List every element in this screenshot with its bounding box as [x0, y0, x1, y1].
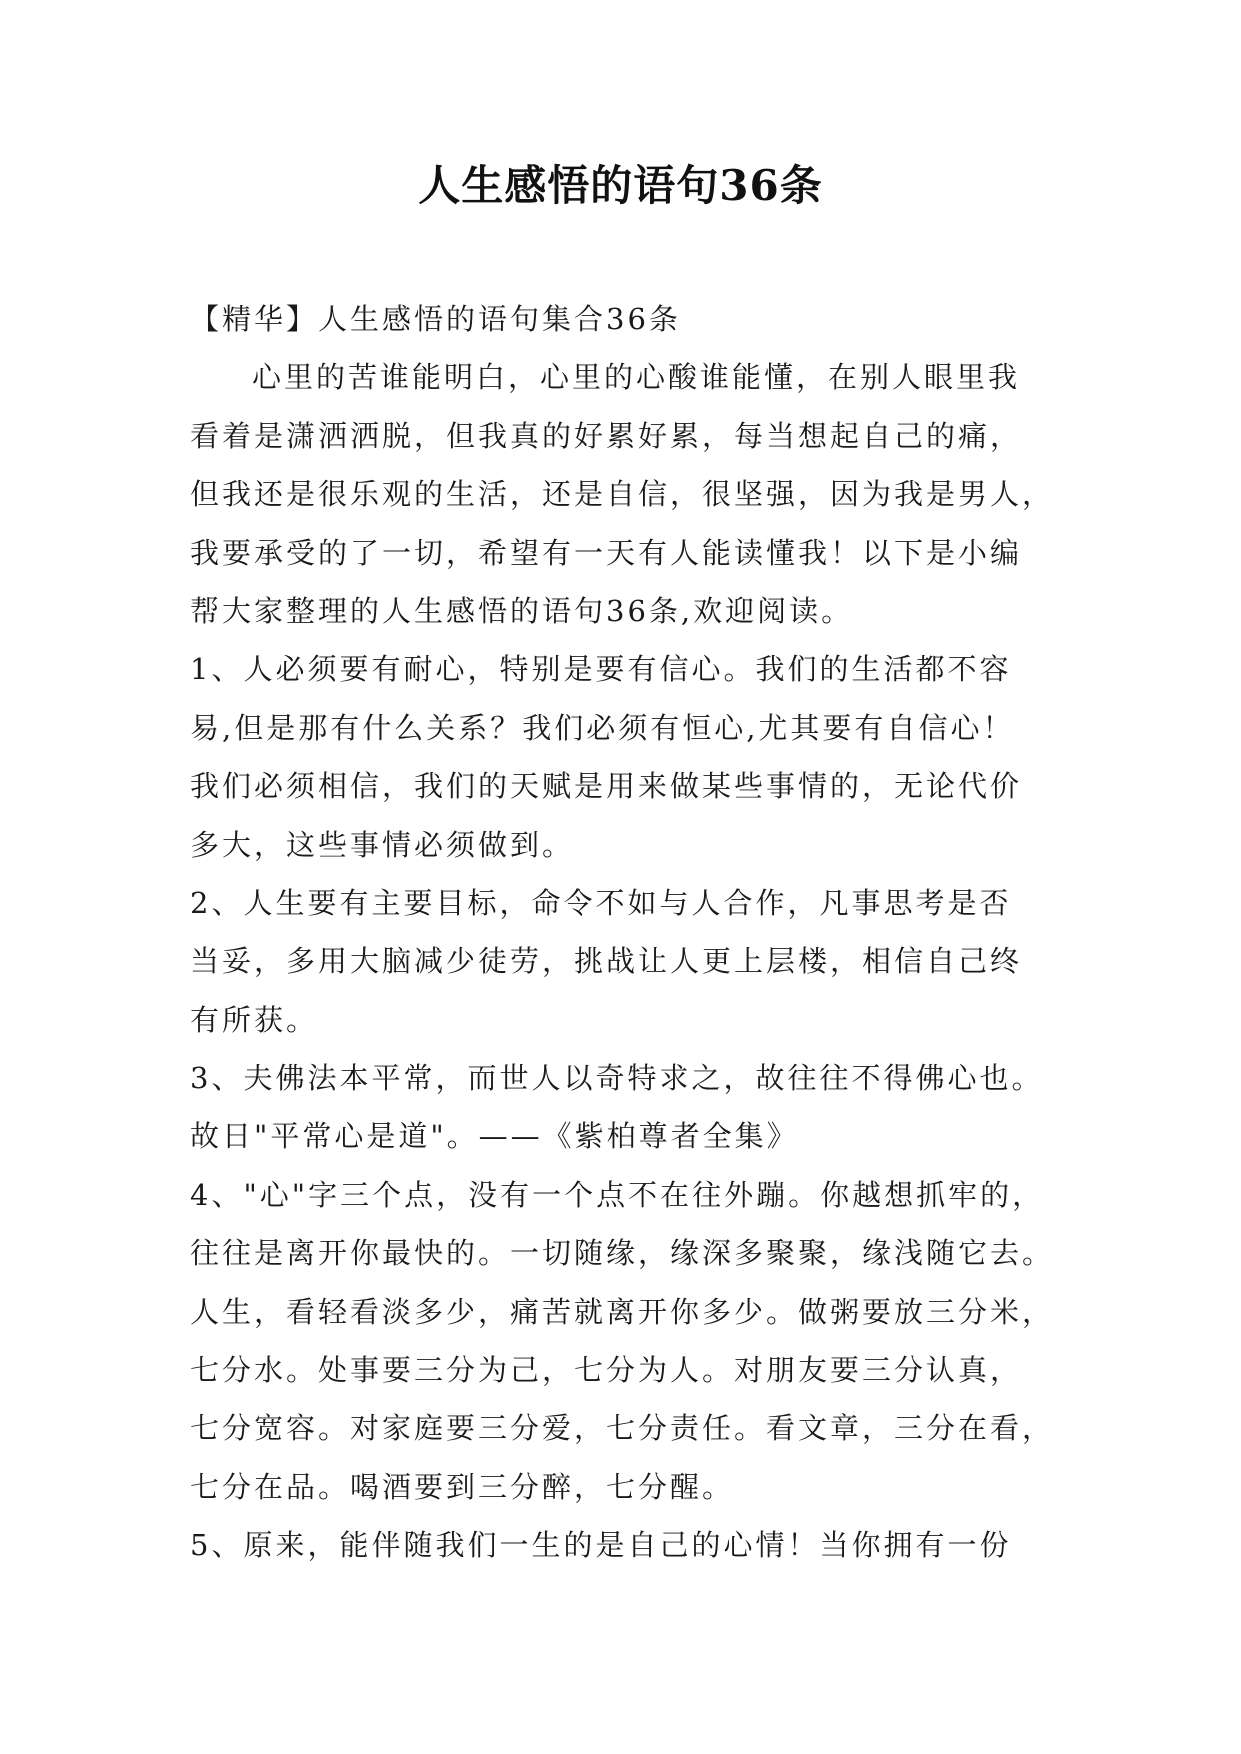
item-3-line: 3、夫佛法本平常，而世人以奇特求之，故往往不得佛心也。 [190, 1061, 1044, 1096]
item-2-line: 有所获。 [190, 1002, 319, 1037]
item-4-line: 人生，看轻看淡多少，痛苦就离开你多少。做粥要放三分米， [190, 1294, 1055, 1329]
intro-line: 但我还是很乐观的生活，还是自信，很坚强，因为我是男人， [190, 477, 1055, 512]
item-1-line: 易,但是那有什么关系？我们必须有恒心,尤其要有自信心！ [190, 710, 1015, 745]
intro-line: 看着是潇洒洒脱，但我真的好累好累，每当想起自己的痛， [190, 418, 1023, 453]
page-title: 人生感悟的语句36条 [418, 161, 823, 210]
item-2-line: 当妥，多用大脑减少徒劳，挑战让人更上层楼，相信自己终 [190, 944, 1023, 979]
item-4-line: 七分在品。喝酒要到三分醉，七分醒。 [190, 1469, 735, 1504]
item-4-line: 4、"心"字三个点，没有一个点不在往外蹦。你越想抓牢的， [190, 1177, 1045, 1212]
item-2-line: 2、人生要有主要目标，命令不如与人合作，凡事思考是否 [190, 885, 1012, 920]
intro-line: 我要承受的了一切，希望有一天有人能读懂我！以下是小编 [190, 535, 1023, 570]
item-4-line: 七分水。处事要三分为己，七分为人。对朋友要三分认真， [190, 1353, 1023, 1388]
document-body [190, 290, 1070, 1575]
intro-line: 帮大家整理的人生感悟的语句36条,欢迎阅读。 [190, 593, 854, 628]
item-1-line: 1、人必须要有耐心，特别是要有信心。我们的生活都不容 [190, 652, 1012, 687]
intro-line: 心里的苦谁能明白，心里的心酸谁能懂，在别人眼里我 [252, 360, 1021, 395]
item-1-line: 多大，这些事情必须做到。 [190, 827, 575, 862]
item-5-line: 5、原来，能伴随我们一生的是自己的心情！当你拥有一份 [190, 1528, 1012, 1563]
item-3-line: 故日"平常心是道"。——《紫柏尊者全集》 [190, 1119, 799, 1154]
item-4-line: 往往是离开你最快的。一切随缘，缘深多聚聚，缘浅随它去。 [190, 1236, 1055, 1271]
item-1-line: 我们必须相信，我们的天赋是用来做某些事情的，无论代价 [190, 769, 1023, 804]
subtitle-line: 【精华】人生感悟的语句集合36条 [190, 302, 681, 336]
item-4-line: 七分宽容。对家庭要三分爱，七分责任。看文章，三分在看， [190, 1411, 1055, 1446]
